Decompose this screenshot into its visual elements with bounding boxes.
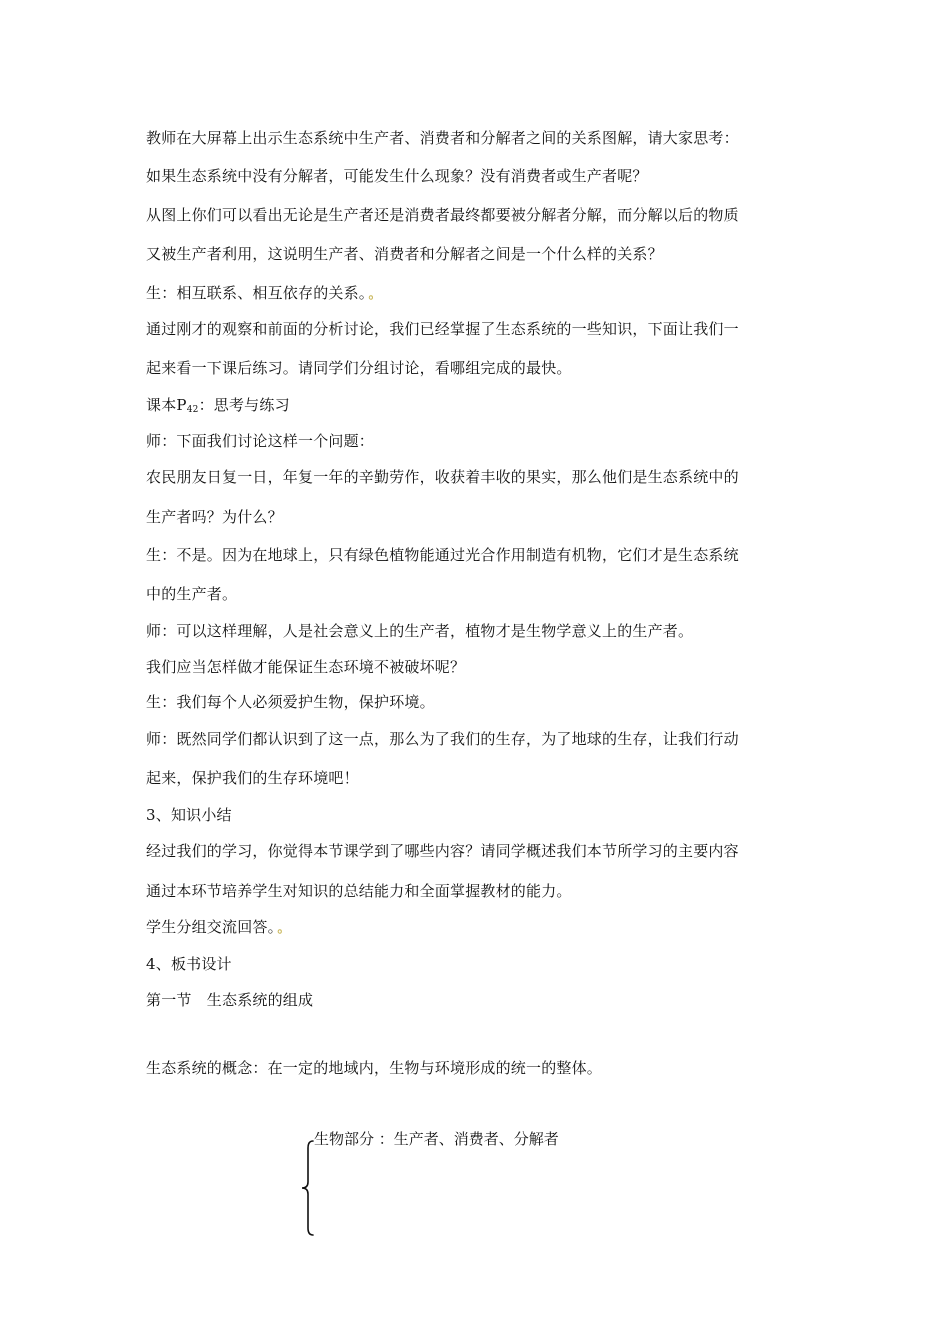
paragraph-line: 从图上你们可以看出无论是生产者还是消费者最终都要被分解者分解，而分解以后的物质 [146,206,739,224]
biology-part-label: 生物部分 ：生产者、消费者、分解者 [314,1130,559,1148]
student-answer-line [146,283,382,305]
section-heading: 3、知识小结 [146,806,232,824]
section-heading: 4、板书设计 [146,955,232,973]
paragraph-line: 生产者吗？为什么？ [146,508,283,526]
group-answer-line [146,917,291,939]
left-brace-icon [300,1138,320,1238]
paragraph-line: 师：下面我们讨论这样一个问题： [146,432,375,450]
paragraph-line: 师：可以这样理解，人是社会意义上的生产者，植物才是生物学意义上的生产者。 [146,622,694,640]
student-answer-text: 生：相互联系、相互依存的关系。 [146,284,367,302]
paragraph-line: 生：我们每个人必须爱护生物，保护环境。 [146,693,435,711]
page-number-subscript: 42 [186,405,199,415]
paragraph-line: 又被生产者利用，这说明生产者、消费者和分解者之间是一个什么样的关系？ [146,245,663,263]
paragraph-line: 通过刚才的观察和前面的分析讨论，我们已经掌握了生态系统的一些知识，下面让我们一 [146,320,739,338]
group-answer-text: 学生分组交流回答。 [146,918,276,936]
paragraph-line: 农民朋友日复一日，年复一年的辛勤劳作，收获着丰收的果实，那么他们是生态系统中的 [146,468,739,486]
ecosystem-definition: 生态系统的概念：在一定的地域内，生物与环境形成的统一的整体。 [146,1059,603,1077]
textbook-reference-line [146,395,290,420]
paragraph-line: 中的生产者。 [146,585,238,603]
highlight-dot: 。 [368,287,382,302]
board-title: 第一节 生态系统的组成 [146,991,314,1009]
textbook-topic: ：思考与练习 [198,396,290,414]
paragraph-line: 教师在大屏幕上出示生态系统中生产者、消费者和分解者之间的关系图解，请大家思考： [146,129,739,147]
paragraph-line: 如果生态系统中没有分解者，可能发生什么现象？没有消费者或生产者呢？ [146,167,648,185]
highlight-dot: 。 [277,921,291,936]
paragraph-line: 起来，保护我们的生存环境吧！ [146,769,359,787]
paragraph-line: 通过本环节培养学生对知识的总结能力和全面掌握教材的能力。 [146,882,572,900]
textbook-label: 课本P [146,396,187,414]
paragraph-line: 经过我们的学习，你觉得本节课学到了哪些内容？请同学概述我们本节所学习的主要内容 [146,842,739,860]
paragraph-line: 起来看一下课后练习。请同学们分组讨论，看哪组完成的最快。 [146,359,572,377]
paragraph-line: 师：既然同学们都认识到了这一点，那么为了我们的生存，为了地球的生存，让我们行动 [146,730,739,748]
paragraph-line: 我们应当怎样做才能保证生态环境不被破坏呢？ [146,658,466,676]
paragraph-line: 生：不是。因为在地球上，只有绿色植物能通过光合作用制造有机物，它们才是生态系统 [146,546,739,564]
